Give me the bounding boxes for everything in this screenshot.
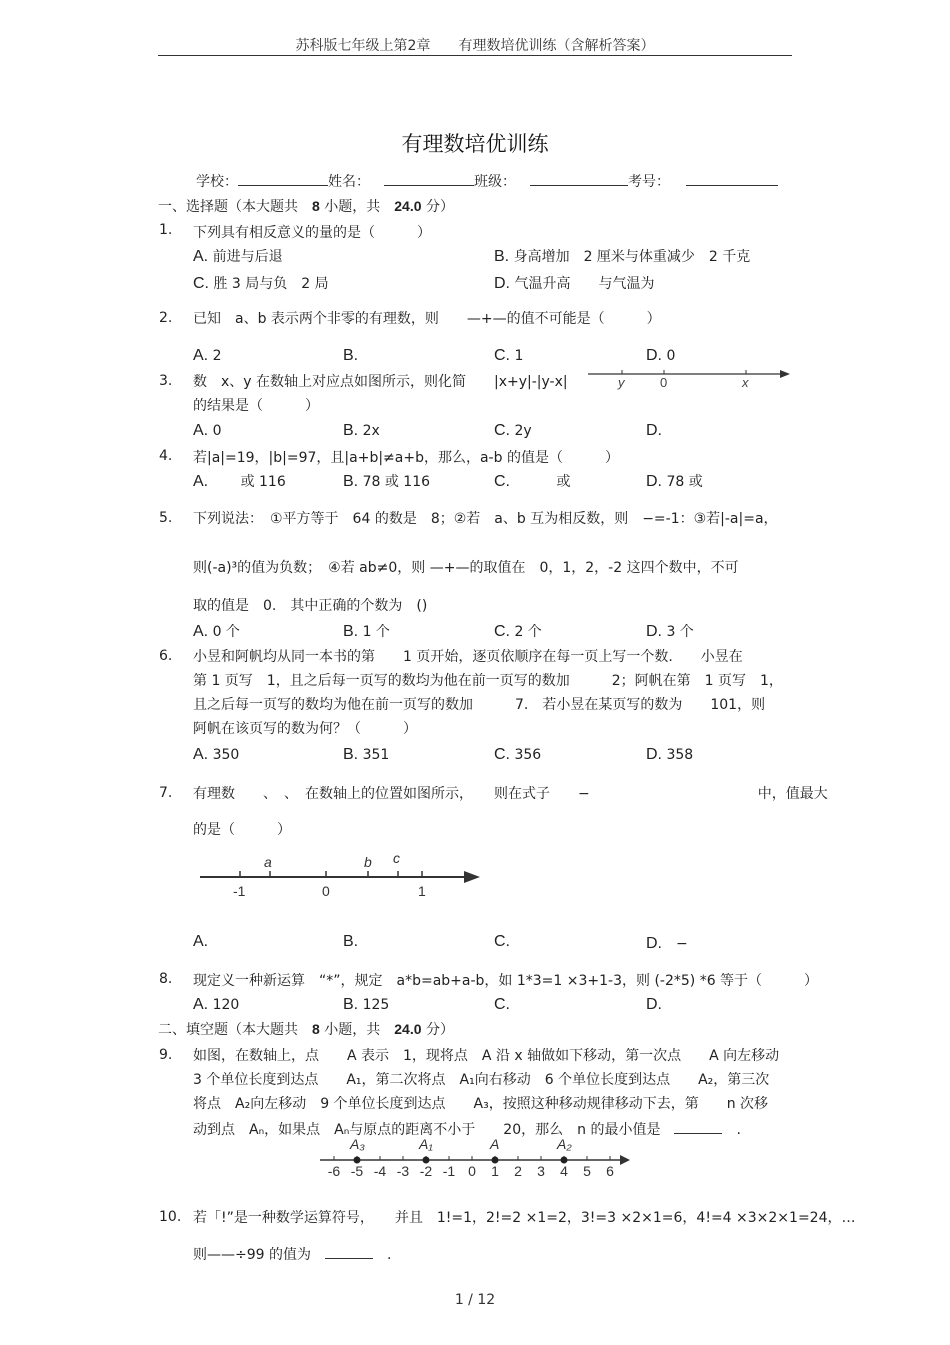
- q2-option-d[interactable]: D. 0: [646, 347, 676, 364]
- q5-option-b[interactable]: B. 1 个: [343, 623, 390, 640]
- q6-stem-line3: 且之后每一页写的数均为他在前一页写的数加 7. 若小昱在某页写的数为 101，则: [193, 697, 766, 713]
- q9-tick-label: 5: [583, 1163, 591, 1179]
- q7-option-c[interactable]: C.: [494, 933, 510, 950]
- q5-option-c[interactable]: C. 2 个: [494, 623, 542, 640]
- q3-number: 3.: [159, 373, 173, 389]
- q5-option-d[interactable]: D. 3 个: [646, 623, 694, 640]
- q7-axis-a-label: a: [264, 854, 272, 870]
- q10-number: 10.: [159, 1209, 182, 1225]
- q5-option-a[interactable]: A. 0 个: [193, 623, 240, 640]
- q9-tick-label: -4: [373, 1163, 387, 1179]
- q2-option-c[interactable]: C. 1: [494, 347, 524, 364]
- q9-point-a3: [354, 1157, 361, 1164]
- q3-stem-line1: 数 x、y 在数轴上对应点如图所示，则化简 |x+y|-|y-x|: [193, 374, 568, 390]
- q7-axis-b-label: b: [364, 854, 372, 870]
- exam-no-label: 考号：: [628, 174, 670, 190]
- q5-stem-line3: 取的值是 0. 其中正确的个数为 (): [193, 598, 428, 614]
- q9-point-a2: [561, 1157, 568, 1164]
- q9-tick-label: 3: [537, 1163, 545, 1179]
- q2-option-a[interactable]: A. 2: [193, 347, 222, 364]
- q6-option-d[interactable]: D. 358: [646, 746, 694, 763]
- q2-number: 2.: [159, 310, 173, 326]
- q6-stem-line4: 阿帆在该页写的数为何？（ ）: [193, 721, 417, 737]
- q9-number-line: [316, 1134, 636, 1180]
- q8-option-b[interactable]: B. 125: [343, 996, 390, 1013]
- q8-stem: 现定义一种新运算 “*”，规定 a*b=ab+a-b，如 1*3=1 ×3+1-3，则 (-2*5) *6 等于（ ）: [193, 973, 819, 989]
- q6-option-a[interactable]: A. 350: [193, 746, 240, 763]
- header-rule: [158, 55, 792, 56]
- section-1-heading: 一、选择题（本大题共 8 小题，共 24.0 分）: [158, 198, 454, 215]
- class-label: 班级：: [474, 174, 516, 190]
- q9-tick-label: -6: [327, 1163, 341, 1179]
- q9-stem-line1: 如图，在数轴上，点 A 表示 1，现将点 A 沿 x 轴做如下移动，第一次点 A 向左移动: [193, 1048, 780, 1064]
- q9-tick-label: 6: [606, 1163, 614, 1179]
- q4-option-a[interactable]: A. 或 116: [193, 473, 286, 490]
- q9-stem-line3: 将点 A₂向左移动 9 个单位长度到达点 A₃，按照这种移动规律移动下去，第 n 次移: [193, 1096, 769, 1112]
- q3-option-a[interactable]: A. 0: [193, 422, 222, 439]
- q8-option-c[interactable]: C.: [494, 996, 510, 1013]
- q9-tick-label: 0: [468, 1163, 476, 1179]
- q7-stem-line2: 的是（ ）: [193, 822, 291, 838]
- name-blank[interactable]: [384, 185, 474, 186]
- q9-tick-label: 2: [514, 1163, 522, 1179]
- q8-number: 8.: [159, 971, 173, 987]
- q7-axis-one-label: 1: [418, 883, 426, 899]
- q5-stem-line2: 则(-a)³的值为负数； ④若 ab≠0，则 —+—的取值在 0，1，2，-2 这四个数中，不可: [193, 560, 739, 576]
- q10-stem-line1: 若「!”是一种数学运算符号， 并且 1!=1，2!=2 ×1=2，3!=3 ×2×1=6，4!=4 ×3×2×1=24，…: [193, 1210, 856, 1226]
- q9-stem-line4: 动到点 Aₙ，如果点 Aₙ与原点的距离不小于 20，那么 n 的最小值是 .: [193, 1122, 741, 1138]
- q2-stem: 已知 a、b 表示两个非零的有理数，则 —+—的值不可能是（ ）: [193, 311, 661, 327]
- q3-option-d[interactable]: D.: [646, 422, 662, 439]
- q5-number: 5.: [159, 510, 173, 526]
- q9-answer-blank[interactable]: [674, 1133, 722, 1134]
- q9-label-a: A: [490, 1136, 500, 1152]
- q3-stem-line2: 的结果是（ ）: [193, 398, 319, 414]
- page-number: 1 / 12: [454, 1292, 496, 1308]
- q6-option-b[interactable]: B. 351: [343, 746, 390, 763]
- q1-option-c[interactable]: C. 胜 3 局与负 2 局: [193, 275, 329, 292]
- q4-stem: 若|a|=19，|b|=97，且|a+b|≠a+b，那么，a-b 的值是（ ）: [193, 450, 619, 466]
- q9-tick-label: 1: [491, 1163, 499, 1179]
- q3-option-c[interactable]: C. 2y: [494, 422, 532, 439]
- section-2-heading: 二、填空题（本大题共 8 小题，共 24.0 分）: [158, 1021, 454, 1038]
- q7-number-line: [196, 850, 486, 902]
- q4-option-d[interactable]: D. 78 或: [646, 473, 703, 490]
- q3-option-b[interactable]: B. 2x: [343, 422, 380, 439]
- q9-label-a3: A₃: [350, 1136, 365, 1152]
- q8-option-a[interactable]: A. 120: [193, 996, 240, 1013]
- q6-stem-line1: 小昱和阿帆均从同一本书的第 1 页开始，逐页依顺序在每一页上写一个数. 小昱在: [193, 649, 743, 665]
- q2-option-b[interactable]: B.: [343, 347, 359, 364]
- q7-axis-zero-label: 0: [322, 883, 330, 899]
- q3-axis-x-label: x: [742, 375, 749, 390]
- q9-tick-label: -3: [396, 1163, 410, 1179]
- q10-stem-line2: 则——÷99 的值为 .: [193, 1247, 392, 1263]
- q7-option-b[interactable]: B.: [343, 933, 359, 950]
- info-line: [196, 171, 778, 191]
- q9-number: 9.: [159, 1047, 173, 1063]
- q8-option-d[interactable]: D.: [646, 996, 662, 1013]
- q4-option-b[interactable]: B. 78 或 116: [343, 473, 431, 490]
- q9-stem-line2: 3 个单位长度到达点 A₁，第二次将点 A₁向右移动 6 个单位长度到达点 A₂，第三次: [193, 1072, 770, 1088]
- q1-option-b[interactable]: B. 身高增加 2 厘米与体重减少 2 千克: [494, 248, 751, 265]
- q9-label-a1: A₁: [419, 1136, 433, 1152]
- q7-option-a[interactable]: A.: [193, 933, 209, 950]
- q9-tick-label: -5: [350, 1163, 364, 1179]
- q9-point-a: [492, 1157, 499, 1164]
- page-header: 苏科版七年级上第2章 有理数培优训练（含解析答案）: [295, 38, 655, 54]
- q7-stem-line1: 有理数 、 、 在数轴上的位置如图所示， 则在式子 − 中，值最大: [193, 786, 828, 802]
- q7-axis-c-label: c: [393, 850, 400, 866]
- name-label: 姓名：: [328, 174, 370, 190]
- q3-number-line: [586, 362, 796, 392]
- q7-axis-minus-one-label: -1: [233, 883, 246, 899]
- class-blank[interactable]: [530, 185, 628, 186]
- school-label: 学校：: [196, 174, 238, 190]
- q3-axis-zero-label: 0: [660, 375, 668, 390]
- page-title: 有理数培优训练: [401, 132, 549, 156]
- q6-stem-line2: 第 1 页写 1，且之后每一页写的数均为他在前一页写的数加 2；阿帆在第 1 页写 1，: [193, 673, 783, 689]
- q10-answer-blank[interactable]: [325, 1258, 373, 1259]
- q5-stem-line1: 下列说法： ①平方等于 64 的数是 8；②若 a、b 互为相反数，则 −=-1：③若|-a|=a，: [193, 511, 778, 527]
- q4-option-c[interactable]: C. 或: [494, 473, 571, 490]
- q9-tick-label: -2: [419, 1163, 433, 1179]
- q9-tick-label: 4: [560, 1163, 568, 1179]
- q1-option-d[interactable]: D. 气温升高 与气温为: [494, 275, 655, 292]
- q3-axis-y-label: y: [618, 375, 625, 390]
- q6-option-c[interactable]: C. 356: [494, 746, 542, 763]
- q7-number: 7.: [159, 785, 173, 801]
- school-blank[interactable]: [238, 185, 328, 186]
- q9-point-a1: [423, 1157, 430, 1164]
- q4-number: 4.: [159, 448, 173, 464]
- q7-option-d[interactable]: D. −: [646, 935, 688, 952]
- q9-label-a2: A₂: [557, 1136, 572, 1152]
- q1-stem: 下列具有相反意义的量的是（ ）: [193, 225, 431, 241]
- q6-number: 6.: [159, 648, 173, 664]
- q1-option-a[interactable]: A. 前进与后退: [193, 248, 283, 265]
- exam-no-blank[interactable]: [686, 185, 778, 186]
- q9-tick-label: -1: [442, 1163, 456, 1179]
- q1-number: 1.: [159, 222, 173, 238]
